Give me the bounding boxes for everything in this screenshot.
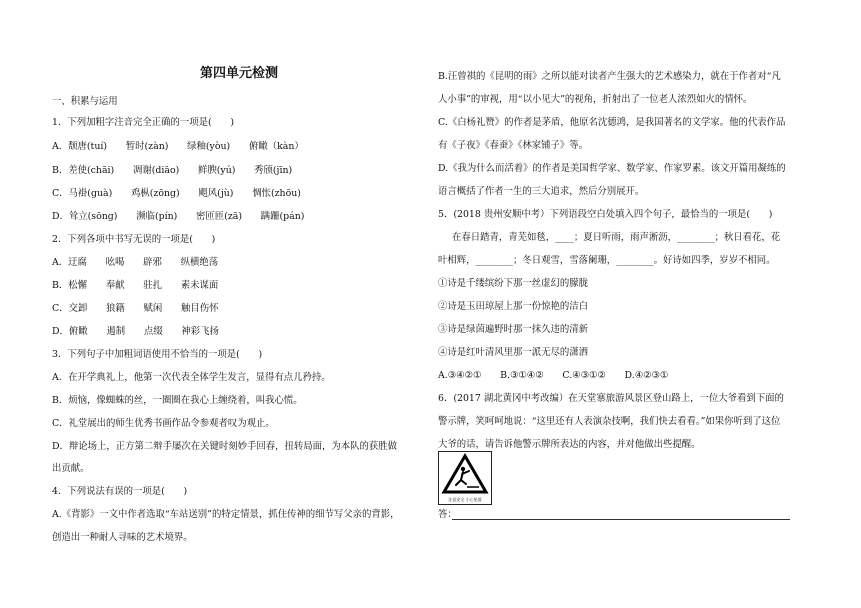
passage-line1: 在春日踏青，青芜如毯，____；夏日听雨，雨声淅沥，________；秋日看花，花 [452, 232, 781, 243]
q4-option-a-line2: 创造出一种耐人寻味的艺术境界。 [52, 532, 193, 543]
question-6-line1: 6．(2017 湖北黄冈中考改编）在天堂寨旅游风景区登山路上，一位大爷看到下面的 [438, 393, 784, 404]
q3-option-b: B．烦恼，像蜘蛛的丝，一圈圈在我心上缠绕着，叫我心慌。 [52, 395, 303, 406]
q1-option-b: B．差使(chāi) 凋谢(diāo) 鲜腴(yú) 秀颀(jīn) [52, 165, 293, 176]
section-heading: 一、积累与运用 [52, 96, 118, 107]
warning-sign-image [438, 451, 492, 505]
sentence-1: ①诗是千缕缤纷下那一丝虚幻的朦胧 [438, 278, 589, 289]
sentence-2: ②诗是玉田琼屋上那一份惊艳的洁白 [438, 301, 589, 312]
answer-blank-line[interactable] [452, 519, 790, 520]
sign-caption: 注意安全 小心坠落 [448, 497, 482, 502]
passage-line2: 叶相辉，________；冬日观雪，雪落阑珊，________。好诗如四季，岁岁不相同。 [438, 255, 776, 266]
q4-option-a-line1: A.《背影》一文中作者选取“车站送别”的特定情景，抓住传神的细节写父亲的背影， [52, 509, 400, 520]
q3-option-a: A．在开学典礼上，他第一次代表全体学生发言，显得有点儿矜持。 [52, 372, 331, 383]
q4-option-b-line1: B.汪曾祺的《昆明的雨》之所以能对读者产生强大的艺术感染力，就在于作者对“凡 [438, 71, 781, 82]
q4-option-d-line2: 语言概括了作者一生的三大追求，然后分别展开。 [438, 186, 645, 197]
q2-option-c: C．交卸 狼籍 赋闲 触目伤怀 [52, 303, 219, 314]
q5-choices: A.③④②① B.③①④② C.④③①② D.④②③① [438, 370, 669, 381]
q4-option-c-line2: 有《子夜》《春蚕》《林家铺子》等。 [438, 140, 588, 151]
q2-option-a: A．迂腐 吆喝 辟邪 纵横绝荡 [52, 257, 219, 268]
q4-option-b-line2: 人小事”的审视，用“以小见大”的视角，折射出了一位老人浓烈如火的情怀。 [438, 94, 753, 105]
question-6-line3: 大爷的话，请告诉他警示牌所表达的内容，并对他做出些提醒。 [438, 439, 701, 450]
q1-option-c: C．马褂(guà) 鸡枞(zōng) 飓风(jù) 惆怅(zhōu) [52, 188, 301, 199]
q3-option-d-line2: 出贡献。 [52, 463, 90, 474]
sentence-3: ③诗是绿茵遍野时那一抹久违的清新 [438, 324, 589, 335]
q3-option-c: C．礼堂展出的师生优秀书画作品令参观者叹为观止。 [52, 418, 275, 429]
question-3: 3．下列句子中加粗词语使用不恰当的一项是( ) [52, 349, 263, 360]
question-1: 1．下列加粗字注音完全正确的一项是( ) [52, 117, 235, 128]
q4-option-d-line1: D.《我为什么而活着》的作者是美国哲学家、数学家、作家罗素。该文开篇用凝练的 [438, 163, 786, 174]
question-4: 4．下列说法有误的一项是( ) [52, 486, 188, 497]
answer-label: 答： [438, 509, 457, 520]
sentence-4: ④诗是红叶清风里那一派无尽的潇洒 [438, 347, 589, 358]
page-title: 第四单元检测 [200, 66, 279, 81]
q2-option-b: B．松懈 奉献 驻扎 素未谋面 [52, 280, 219, 291]
fall-warning-icon [439, 452, 491, 498]
q2-option-d: D．俯瞰 遏制 点缀 神彩飞扬 [52, 326, 219, 337]
q3-option-d-line1: D．辩论场上，正方第二辩手屡次在关键时刻妙手回春，扭转局面，为本队的获胜做 [52, 441, 398, 452]
q1-option-a: A．颓唐(tuí) 暂时(zàn) 绿釉(yòu) 俯瞰（kàn） [52, 141, 304, 152]
question-6-line2: 警示牌，笑呵呵地说：“这里还有人表演杂技啊，我们快去看看。”如果你听到了这位 [438, 416, 781, 427]
q4-option-c-line1: C.《白杨礼赞》的作者是茅盾，他原名沈德鸿，是我国著名的文学家。他的代表作品 [438, 117, 786, 128]
q1-option-d: D．耸立(sōng) 濒临(pín) 密匝匝(zā) 蹒跚(pán) [52, 211, 305, 222]
question-5: 5．(2018 贵州安顺中考）下列语段空白处填入四个句子，最恰当的一项是( ) [438, 209, 773, 220]
question-2: 2．下列各项中书写无误的一项是( ) [52, 234, 216, 245]
